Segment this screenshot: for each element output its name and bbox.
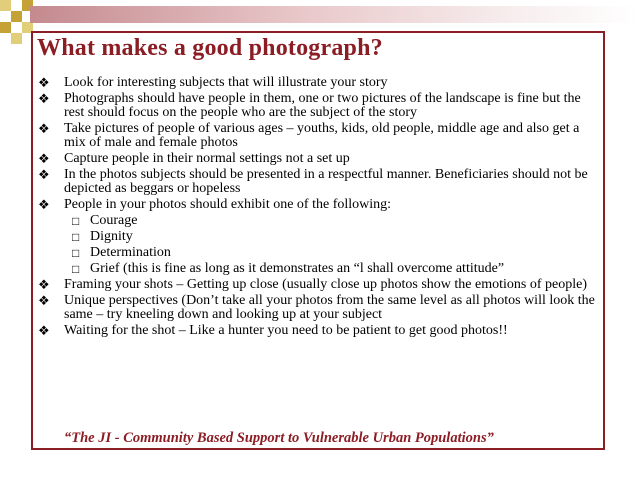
diamond-bullet-icon: ❖ (38, 277, 50, 292)
bullet-item (36, 294, 604, 322)
sub-bullet-item (36, 246, 604, 260)
sub-bullet-item (36, 214, 604, 228)
diamond-bullet-icon: ❖ (38, 121, 50, 136)
hollow-square-bullet-icon: □ (72, 230, 80, 244)
bullet-text: People in your photos should exhibit one of the following: (64, 197, 392, 212)
bullet-item (36, 168, 604, 196)
bullet-list (36, 76, 604, 340)
bullet-text: Waiting for the shot – Like a hunter you need to be patient to get good photos!! (64, 323, 508, 338)
diamond-bullet-icon: ❖ (38, 293, 50, 308)
diamond-bullet-icon: ❖ (38, 75, 50, 90)
bullet-item (36, 152, 604, 166)
bullet-text: Look for interesting subjects that will illustrate your story (64, 75, 388, 90)
diamond-bullet-icon: ❖ (38, 323, 50, 338)
bullet-item (36, 92, 604, 120)
diamond-bullet-icon: ❖ (38, 91, 50, 106)
bullet-item (36, 278, 604, 292)
diamond-bullet-icon: ❖ (38, 197, 50, 212)
bullet-item (36, 122, 604, 150)
bullet-text: In the photos subjects should be presented in a respectful manner. Beneficiaries should not be depicted as beggars or hopeless (64, 167, 588, 196)
slide-title: What makes a good photograph? (37, 35, 383, 61)
diamond-bullet-icon: ❖ (38, 167, 50, 182)
diamond-bullet-icon: ❖ (38, 151, 50, 166)
bullet-text: Take pictures of people of various ages – youths, kids, old people, middle age and also get a mix of male and female photos (64, 121, 580, 150)
bullet-item (36, 324, 604, 338)
bullet-text: Grief (this is fine as long as it demonstrates an “l shall overcome attitude” (90, 261, 505, 276)
hollow-square-bullet-icon: □ (72, 214, 80, 228)
decor-square (11, 33, 22, 44)
decor-square (0, 22, 11, 33)
bullet-text: Unique perspectives (Don’t take all your photos from the same level as all photos will look the same – try kneeling down and looking up at your subject (64, 293, 595, 322)
sub-bullet-item (36, 262, 604, 276)
bullet-text: Framing your shots – Getting up close (usually close up photos show the emotions of people) (64, 277, 587, 292)
bullet-text: Photographs should have people in them, one or two pictures of the landscape is fine but the rest should focus on the people who are the subject of the story (64, 91, 581, 120)
header-gradient-bar (30, 6, 638, 23)
decor-square (11, 11, 22, 22)
decor-square (0, 0, 11, 11)
bullet-text: Courage (90, 213, 138, 228)
bullet-item (36, 198, 604, 212)
bullet-text: Determination (90, 245, 171, 260)
bullet-item (36, 76, 604, 90)
hollow-square-bullet-icon: □ (72, 262, 80, 276)
hollow-square-bullet-icon: □ (72, 246, 80, 260)
bullet-text: Dignity (90, 229, 133, 244)
bullet-text: Capture people in their normal settings not a set up (64, 151, 350, 166)
slide-footer: “The JI - Community Based Support to Vulnerable Urban Populations” (64, 430, 494, 446)
sub-bullet-item (36, 230, 604, 244)
